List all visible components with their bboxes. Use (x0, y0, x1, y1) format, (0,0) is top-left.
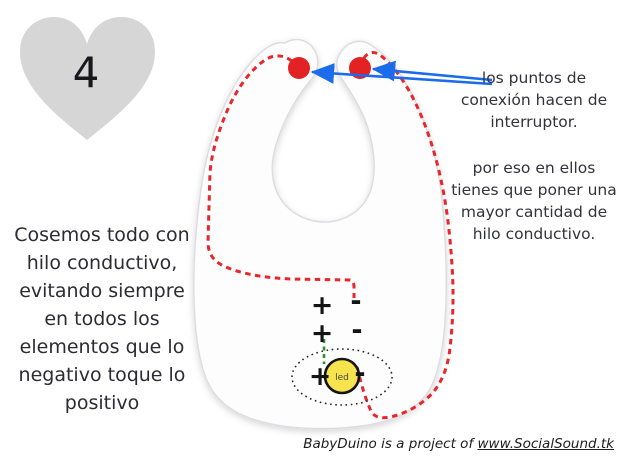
right-note-connection (448, 67, 620, 133)
right-note-line: hilo conductivo. (472, 225, 596, 243)
left-note-line: elementos que lo (19, 336, 185, 358)
left-note-line: en todos los (44, 308, 160, 330)
right-note-line: mayor cantidad de (460, 203, 608, 221)
polarity-plus-2: + (310, 318, 334, 349)
left-note-line: hilo conductivo, (26, 252, 178, 274)
credit-line (303, 436, 614, 452)
right-note-line: por eso en ellos (472, 159, 596, 177)
polarity-minus-2: - (351, 315, 363, 346)
credit-text: BabyDuino is a project of (303, 436, 474, 452)
credit-link[interactable]: www.SocialSound.tk (477, 436, 614, 452)
left-note-line: negativo toque lo (18, 364, 186, 386)
right-note-line: interruptor. (490, 113, 578, 131)
right-note-thread (448, 157, 620, 245)
left-note-line: Cosemos todo con (14, 224, 190, 246)
led-minus: - (354, 358, 366, 389)
right-note-line: tienes que poner una (451, 181, 617, 199)
step-number: 4 (72, 48, 100, 97)
left-note (4, 221, 200, 417)
polarity-minus-1: - (350, 286, 362, 317)
right-note-line: los puntos de (481, 69, 587, 87)
polarity-plus-1: + (310, 290, 334, 321)
connection-dot-left (288, 57, 310, 79)
led-label: led (335, 373, 349, 383)
left-note-line: evitando siempre (19, 280, 185, 302)
left-note-line: positivo (64, 392, 140, 414)
right-note-line: conexión hacen de (460, 91, 608, 109)
led-plus: + (308, 361, 332, 392)
